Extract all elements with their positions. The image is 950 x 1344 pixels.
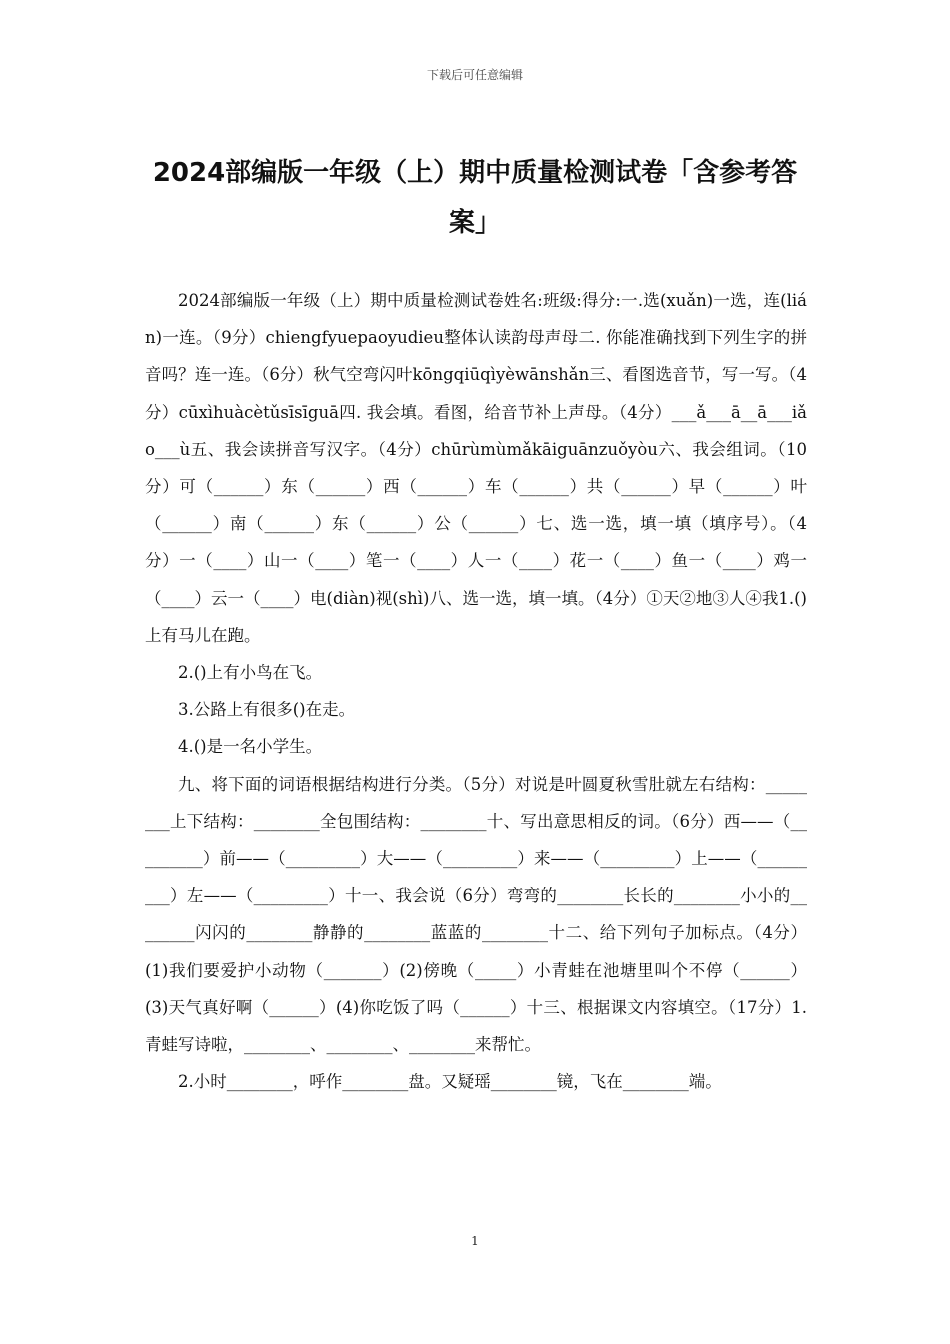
paragraph-item-3: 3.公路上有很多()在走。: [178, 700, 356, 720]
paragraph-item-4: 4.()是一名小学生。: [178, 737, 323, 757]
paragraph-item-2: 2.()上有小鸟在飞。: [178, 663, 323, 683]
document-title: 2024部编版一年级（上）期中质量检测试卷「含参考答案」: [152, 158, 798, 238]
header-note: 下载后可任意编辑: [426, 68, 523, 82]
page-number: 1: [471, 1234, 479, 1248]
document-body: [145, 282, 807, 1100]
paragraph-poem-fill: 2.小时________，呼作________盘。又疑瑶________镜，飞在________端。: [178, 1072, 722, 1092]
paragraph-main: 2024部编版一年级（上）期中质量检测试卷姓名:班级:得分:一.选(xuǎn)一选，连(lián)一连。（9分）chiengfyuepaoyudieu整体认读韵母声母二. 你能准确找到下列生字的拼音吗？连一连。（6分）秋气空弯闪叶kōngqiūqìyèwānshǎn三、看图选音节，写一写。（4分）cūxìhuàcètǔsīsīguā四. 我会填。看图，给音节补上声母。（4分）___ǎ___ā__ā___iǎo___ù五、我会读拼音写汉字。（4分）chūrùmùmǎkāiguānzuǒyòu六、我会组词。（10分）可（______）东（______）西（______）车（______）共（______）早（______）叶（______）南（______）东（______）公（______）七、选一选，填一填（填序号）。（4分）一（____）山一（____）笔一（____）人一（____）花一（____）鱼一（____）鸡一（____）云一（____）电(diàn)视(shì)八、选一选，填一填。（4分）①天②地③人④我1.()上有马儿在跑。: [145, 291, 807, 645]
paragraph-section-9: 九、将下面的词语根据结构进行分类。（5分）对说是叶圆夏秋雪肚就左右结构：________上下结构：________全包围结构：________十、写出意思相反的词。（6分）西——（_________）前——（_________）大——（_________）来——（_________）上——（_________）左——（_________）十一、我会说（6分）弯弯的________长长的________小小的________闪闪的________静静的________蓝蓝的________十二、给下列句子加标点。（4分）(1)我们要爱护小动物（_______）(2)傍晚（_____）小青蛙在池塘里叫个不停（______）(3)天气真好啊（______）(4)你吃饭了吗（______）十三、根据课文内容填空。（17分）1.青蛙写诗啦，________、________、________来帮忙。: [145, 774, 807, 1055]
